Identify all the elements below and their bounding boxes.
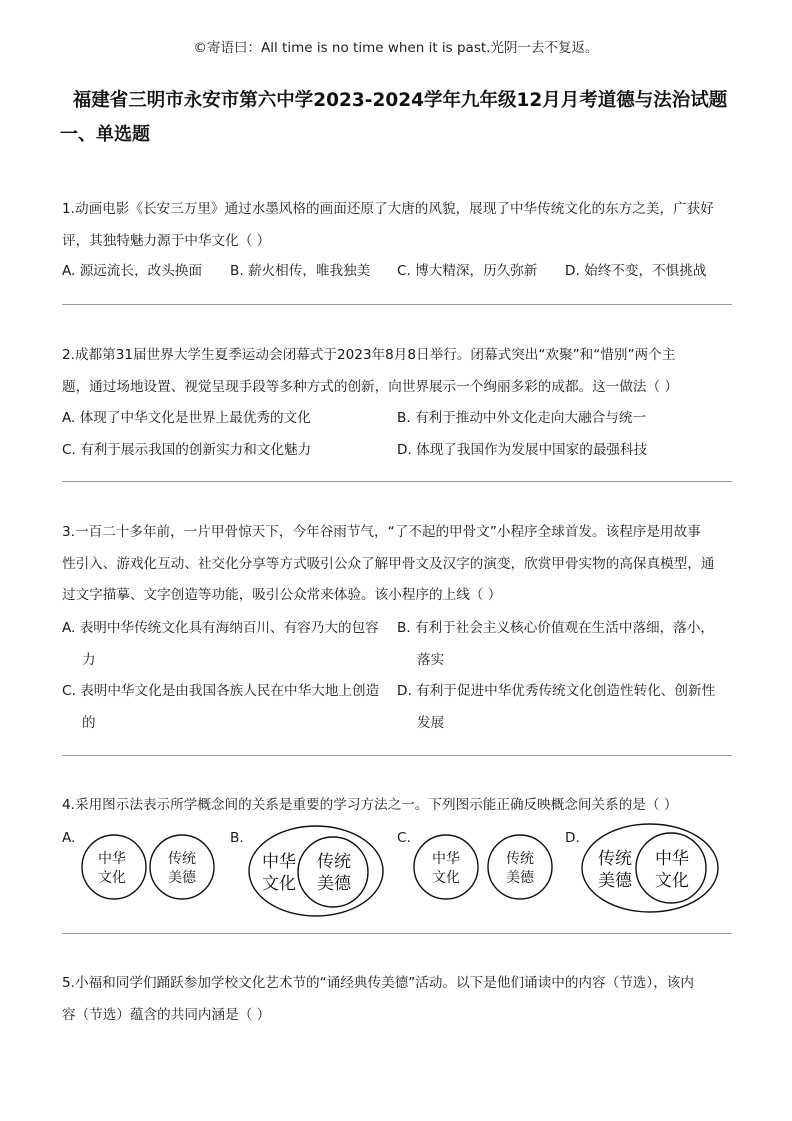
- question-3-line-2: 性引入、游戏化互动、社交化分享等方式吸引公众了解甲骨文及汉字的演变，欣赏甲骨实物的高保真模型，通: [62, 555, 715, 572]
- culture-label-2: 文化: [432, 870, 460, 886]
- q3-option-d[interactable]: [397, 676, 717, 739]
- virtue-circle: [150, 835, 214, 899]
- q1-option-b[interactable]: B. 薪火相传，唯我独美: [230, 263, 371, 279]
- culture-label-1: 中华: [98, 851, 126, 867]
- culture-label-2: 文化: [655, 871, 689, 891]
- q4-diagram-b[interactable]: [247, 824, 385, 918]
- q4-option-b-label[interactable]: B.: [230, 830, 244, 846]
- question-3: [62, 517, 732, 612]
- q4-diagram-a[interactable]: [78, 832, 220, 902]
- culture-circle: [82, 835, 146, 899]
- culture-label-1: 中华: [262, 852, 296, 872]
- virtue-label-1: 传统: [168, 851, 196, 867]
- q3-option-a[interactable]: [62, 613, 382, 676]
- q3-option-b-line-1: B. 有利于社会主义核心价值观在生活中落细，落小，: [397, 620, 715, 636]
- q4-option-c-label[interactable]: C.: [397, 830, 411, 846]
- q2-option-b[interactable]: B. 有利于推动中外文化走向大融合与统一: [397, 410, 647, 426]
- question-1-line-1: 1.动画电影《长安三万里》通过水墨风格的画面还原了大唐的风貌，展现了中华传统文化的东方之美，广获好: [62, 201, 714, 217]
- divider: [62, 755, 732, 756]
- culture-label-2: 文化: [262, 874, 296, 894]
- divider: [62, 304, 732, 305]
- q4-option-d-label[interactable]: D.: [565, 830, 580, 846]
- divider: [62, 933, 732, 934]
- question-3-line-3: 过文字描摹、文字创造等功能，吸引公众常来体验。该小程序的上线（ ）: [62, 587, 502, 603]
- question-5-line-2: 容（节选）蕴含的共同内涵是（ ）: [62, 1006, 271, 1023]
- question-2: [62, 340, 732, 403]
- question-5-line-1: 5.小福和同学们踊跃参加学校文化艺术节的“诵经典传美德”活动。以下是他们诵读中的内容（节选），该内: [62, 975, 694, 991]
- virtue-label-1: 传统: [506, 851, 534, 867]
- q2-option-a[interactable]: A. 体现了中华文化是世界上最优秀的文化: [62, 410, 311, 426]
- question-3-line-1: 3.一百二十多年前，一片甲骨惊天下，今年谷雨节气，“了不起的甲骨文”小程序全球首发。该程序是用故事: [62, 524, 701, 540]
- culture-label-1: 中华: [432, 851, 460, 867]
- section-heading: 一、单选题: [60, 124, 150, 145]
- q3-option-b-line-2: 落实: [417, 651, 445, 668]
- q2-option-d[interactable]: D. 体现了我国作为发展中国家的最强科技: [397, 442, 648, 458]
- q1-option-d[interactable]: D. 始终不变，不惧挑战: [565, 263, 707, 279]
- culture-circle: [414, 835, 478, 899]
- virtue-label-2: 美德: [317, 874, 351, 894]
- question-5: [62, 968, 732, 1031]
- question-4: [62, 790, 732, 822]
- q3-option-c[interactable]: [62, 676, 382, 739]
- q3-option-d-line-1: D. 有利于促进中华优秀传统文化创造性转化、创新性: [397, 683, 716, 699]
- virtue-label-2: 美德: [506, 870, 534, 886]
- question-1: [62, 194, 732, 257]
- q3-option-a-line-2: 力: [82, 651, 96, 668]
- virtue-label-2: 美德: [598, 871, 632, 891]
- virtue-inner-circle: [298, 837, 368, 907]
- q1-option-c[interactable]: C. 博大精深，历久弥新: [397, 263, 538, 279]
- question-2-line-1: 2.成都第31届世界大学生夏季运动会闭幕式于2023年8月8日举行。闭幕式突出“欢聚”和“惜别”两个主: [62, 347, 676, 363]
- question-1-line-2: 评，其独特魅力源于中华文化（ ）: [62, 232, 271, 249]
- q4-diagram-c[interactable]: [410, 832, 560, 902]
- header-motto: ©寄语曰：All time is no time when it is past.光阴一去不复返。: [193, 40, 599, 56]
- q1-option-a[interactable]: A. 源远流长，改头换面: [62, 263, 203, 279]
- virtue-label-1: 传统: [598, 849, 632, 869]
- culture-label-2: 文化: [98, 870, 126, 886]
- q3-option-b[interactable]: [397, 613, 717, 676]
- page-title: 福建省三明市永安市第六中学2023-2024学年九年级12月月考道德与法治试题: [72, 90, 728, 111]
- q4-diagram-d[interactable]: [580, 822, 720, 914]
- virtue-label-1: 传统: [317, 852, 351, 872]
- q3-option-c-line-1: C. 表明中华文化是由我国各族人民在中华大地上创造: [62, 683, 380, 699]
- question-4-line-1: 4.采用图示法表示所学概念间的关系是重要的学习方法之一。下列图示能正确反映概念间关系的是（ ）: [62, 797, 678, 813]
- virtue-label-2: 美德: [168, 870, 196, 886]
- q3-option-d-line-2: 发展: [417, 714, 445, 731]
- divider: [62, 481, 732, 482]
- virtue-circle: [488, 835, 552, 899]
- culture-label-1: 中华: [655, 849, 689, 869]
- q3-option-a-line-1: A. 表明中华传统文化具有海纳百川、有容乃大的包容: [62, 620, 379, 636]
- q2-option-c[interactable]: C. 有利于展示我国的创新实力和文化魅力: [62, 442, 312, 458]
- q4-option-a-label[interactable]: A.: [62, 830, 76, 846]
- q3-option-c-line-2: 的: [82, 714, 96, 731]
- question-2-line-2: 题，通过场地设置、视觉呈现手段等多种方式的创新，向世界展示一个绚丽多彩的成都。这一做法（ ）: [62, 378, 679, 395]
